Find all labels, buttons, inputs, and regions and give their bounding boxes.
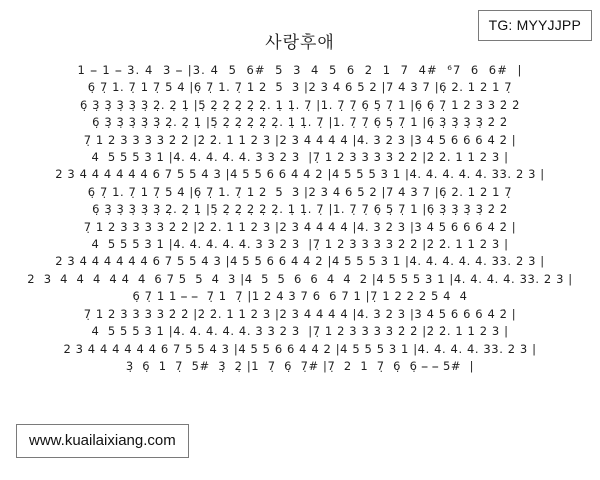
numbered-notation-body — [0, 62, 600, 375]
score-line: 7̣ 1 2 3 3 3 3 2̇ 2̇ |2̇ 2̇. 1 1 2 3 |2 3 4 4 4 4 |4. 3 2 3 |3 4 5 6 6 6 4 2̇ | — [83, 132, 517, 147]
score-line: 2 3 4 4 4 4 4 4 6 7 5 5 4 3 |4 5 5 6 6 4 4 2 |4 5 5 5 3 1 |4. 4. 4. 4. 33. 2 3 | — [63, 341, 537, 356]
score-line: 2 3 4 4 4 4 4 4 6 7 5 5 4 3 |4 5 5 6 6 4 4 2 |4 5 5 5 3 1 |4. 4. 4. 4. 4. 33. 2 3 | — [55, 254, 545, 269]
score-line: 6̣ 7̣ 1 1 ⎯ ⎯ 7̣ 1 7̣ |1 2 4 3 7 6 6 7 1 |7̣ 1 2 2 2 5 4 4 — [132, 289, 468, 304]
score-line: 2 3 4 4 4 4 4 4 6 7 5 5 4 3 |4 5 5 6 6 4 4 2 |4 5 5 5 3 1 |4. 4. 4. 4. 33. 2 3 | — [27, 271, 573, 286]
score-line: 2 3 4 4 4 4 4 4 6 7 5 5 4 3 |4 5 5 6 6 4 4 2 |4 5 5 5 3 1 |4. 4. 4. 4. 4. 33. 2 3 | — [55, 167, 545, 182]
telegram-watermark-badge: TG: MYYJJPP — [478, 10, 592, 41]
score-line: 6̣ 3̣ 3̣ 3̣ 3̣ 3̣ 2̣. 2̣ 1̣ |5̣ 2̣ 2̣ 2̣ 2̣ 2̣. 1̣ 1̣. 7̣ |1. 7̣ 7̣ 6̣ 5̣ 7̣ 1 |6̣ 3̣ 3̣ 3̣ 3̣ 2̇ 2̇ — [92, 202, 508, 217]
score-line: 6̣ 3̣ 3̣ 3̣ 3̣ 3̣ 2̣. 2̣ 1̣ |5̣ 2̣ 2̣ 2̣ 2̣ 2̣. 1̣ 1̣. 7̣ |1. 7̣ 7̣ 6̣ 5̣ 7̣ 1 |6̣ 6̣ 7̣ 1 2 3 3 2̇ 2̇ — [79, 97, 521, 112]
score-line: 4 5 5 5 3 1 |4. 4. 4. 4. 4. 3 3 2 3 |7̣ 1 2 3 3 3 3 2̇ 2̇ |2̇ 2̇. 1 1 2 3 | — [91, 324, 509, 339]
score-line: 1 ⎯ 1 ⎯ 3. 4 3 ⎯ |3. 4 5 6# 5 3 4 5 6 2 1 7 4# ⁶7 6 6# | — [77, 63, 523, 77]
page-title: 사랑후애 — [265, 33, 335, 53]
score-line: 7̣ 1 2 3 3 3 3 2̇ 2̇ |2̇ 2̇. 1 1 2 3 |2 3 4 4 4 4 |4. 3 2 3 |3 4 5 6 6 6 4 2̇ | — [83, 219, 517, 234]
score-line: 4 5 5 5 3 1 |4. 4. 4. 4. 4. 3 3 2 3 |7̣ 1 2 3 3 3 3 2̇ 2̇ |2̇ 2̇. 1 1 2 3 | — [91, 150, 509, 165]
score-line: 6̣ 3̣ 3̣ 3̣ 3̣ 3̣ 2̣. 2̣ 1̣ |5̣ 2̣ 2̣ 2̣ 2̣ 2̣. 1̣ 1̣. 7̣ |1. 7̣ 7̣ 6̣ 5̣ 7̣ 1 |6̣ 3̣ 3̣ 3̣ 3̣ 2̇ 2̇ — [92, 115, 508, 130]
score-line: 6̣ 7̣ 1. 7̣ 1 7̣ 5 4 |6̣ 7̣ 1. 7̣ 1 2 5 3 |2 3 4 6 5 2 |7 4 3 7 |6̣ 2. 1 2 1 7̣ — [87, 184, 513, 199]
score-line: 7̣ 1 2 3 3 3 3 2̇ 2̇ |2̇ 2̇. 1 1 2 3 |2 3 4 4 4 4 |4. 3 2 3 |3 4 5 6 6 6 4 2̇ | — [83, 306, 517, 321]
score-line: 3̣ 6̣ 1 7̣ 5# 3̣ 2̣ |1 7̣ 6̣ 7̣# |7̣ 2 1 7̣ 6̣ 6̣ ⎯ ⎯ 5# | — [125, 358, 475, 373]
score-line: 6̣ 7̣ 1. 7̣ 1 7̣ 5 4 |6̣ 7̣ 1. 7̣ 1 2 5 3 |2 3 4 6 5 2 |7 4 3 7 |6̣ 2. 1 2 1 7̣ — [87, 80, 513, 95]
score-line: 4 5 5 5 3 1 |4. 4. 4. 4. 4. 3 3 2 3 |7̣ 1 2 3 3 3 3 2̇ 2̇ |2̇ 2̇. 1 1 2 3 | — [91, 237, 509, 252]
website-watermark-badge: www.kuailaixiang.com — [16, 424, 189, 458]
